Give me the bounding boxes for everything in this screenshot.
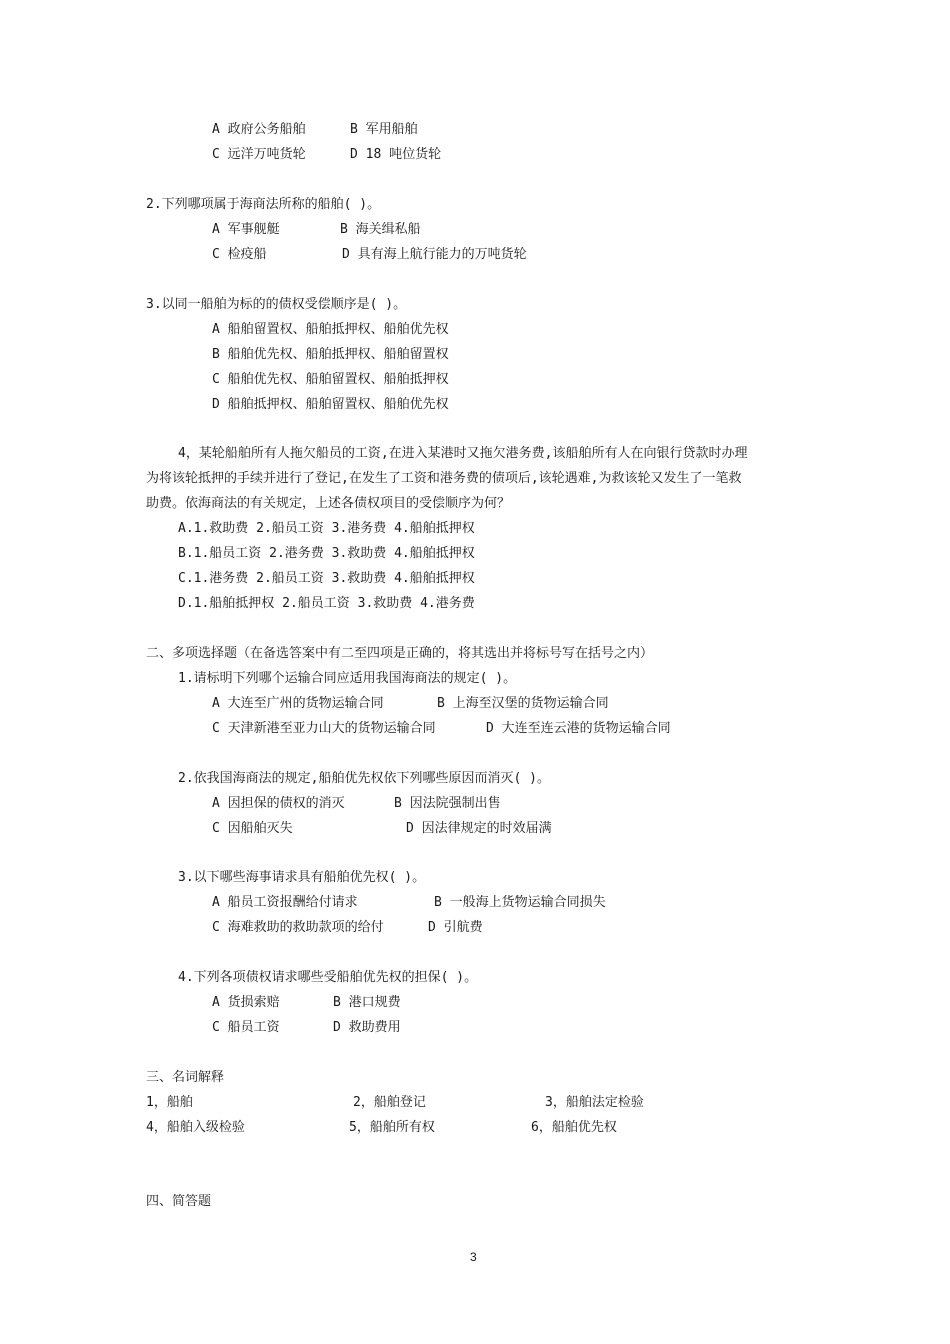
mq4-option-b: B 港口规费	[333, 995, 401, 1010]
q4-stem-line-3: 助费。依海商法的有关规定，上述各债权项目的受偿顺序为何？	[146, 496, 511, 511]
mq4-option-a: A 货损索赔	[212, 995, 280, 1010]
q1-option-c: C 远洋万吨货轮	[212, 147, 306, 162]
mq3-stem: 3.以下哪些海事请求具有船舶优先权( )。	[178, 870, 426, 885]
mq4-stem: 4.下列各项债权请求哪些受船舶优先权的担保( )。	[178, 970, 478, 985]
mq2-option-c: C 因船舶灭失	[212, 821, 293, 836]
mq1-option-b: B 上海至汉堡的货物运输合同	[437, 696, 609, 711]
q4-option-d: D.1.船舶抵押权 2.船员工资 3.救助费 4.港务费	[178, 596, 475, 611]
q4-option-a: A.1.救助费 2.船员工资 3.港务费 4.船舶抵押权	[178, 521, 475, 536]
term-5: 5，船舶所有权	[349, 1120, 435, 1135]
q3-option-d: D 船舶抵押权、船舶留置权、船舶优先权	[212, 397, 449, 412]
mq3-option-a: A 船员工资报酬给付请求	[212, 895, 358, 910]
term-1: 1，船舶	[146, 1095, 193, 1110]
mq2-stem: 2.依我国海商法的规定,船舶优先权依下列哪些原因而消灭( )。	[178, 771, 550, 786]
mq2-option-b: B 因法院强制出售	[394, 796, 501, 811]
q2-option-a: A 军事舰艇	[212, 222, 280, 237]
section-3-heading: 三、名词解释	[146, 1070, 225, 1085]
mq1-stem: 1.请标明下列哪个运输合同应适用我国海商法的规定( )。	[178, 671, 517, 686]
mq1-option-a: A 大连至广州的货物运输合同	[212, 696, 384, 711]
q4-option-b: B.1.船员工资 2.港务费 3.救助费 4.船舶抵押权	[178, 546, 475, 561]
term-4: 4，船舶入级检验	[146, 1120, 245, 1135]
q4-stem-line-1: 4，某轮船舶所有人拖欠船员的工资,在进入某港时又拖欠港务费,该船舶所有人在向银行贷款时办理	[178, 446, 748, 461]
q2-option-c: C 检疫船	[212, 247, 267, 262]
q3-option-a: A 船舶留置权、船舶抵押权、船舶优先权	[212, 322, 449, 337]
mq2-option-d: D 因法律规定的时效届满	[406, 821, 552, 836]
q1-option-d: D 18 吨位货轮	[350, 147, 442, 162]
q3-stem: 3.以同一船舶为标的的债权受偿顺序是( )。	[146, 297, 407, 312]
section-4-heading: 四、简答题	[146, 1194, 212, 1209]
section-2-heading: 二、多项选择题（在备选答案中有二至四项是正确的，将其选出并将标号写在括号之内）	[146, 646, 654, 661]
mq3-option-d: D 引航费	[428, 920, 483, 935]
mq4-option-c: C 船员工资	[212, 1020, 280, 1035]
q1-option-b: B 军用船舶	[350, 122, 418, 137]
term-3: 3，船舶法定检验	[545, 1095, 644, 1110]
term-6: 6，船舶优先权	[531, 1120, 617, 1135]
mq1-option-d: D 大连至连云港的货物运输合同	[486, 721, 671, 736]
mq1-option-c: C 天津新港至亚力山大的货物运输合同	[212, 721, 436, 736]
mq2-option-a: A 因担保的债权的消灭	[212, 796, 345, 811]
q3-option-c: C 船舶优先权、船舶留置权、船舶抵押权	[212, 372, 449, 387]
term-2: 2，船舶登记	[353, 1095, 426, 1110]
q2-option-d: D 具有海上航行能力的万吨货轮	[342, 247, 527, 262]
q4-stem-line-2: 为将该轮抵押的手续并进行了登记,在发生了工资和港务费的债项后,该轮遇难,为救该轮又发生了一笔救	[146, 471, 742, 486]
q1-option-a: A 政府公务船舶	[212, 122, 306, 137]
mq3-option-b: B 一般海上货物运输合同损失	[434, 895, 606, 910]
q2-stem: 2.下列哪项属于海商法所称的船舶( )。	[146, 197, 381, 212]
page-number: 3	[470, 1250, 477, 1264]
q4-option-c: C.1.港务费 2.船员工资 3.救助费 4.船舶抵押权	[178, 571, 475, 586]
q3-option-b: B 船舶优先权、船舶抵押权、船舶留置权	[212, 347, 449, 362]
q2-option-b: B 海关缉私船	[340, 222, 421, 237]
mq4-option-d: D 救助费用	[333, 1020, 401, 1035]
mq3-option-c: C 海难救助的救助款项的给付	[212, 920, 384, 935]
